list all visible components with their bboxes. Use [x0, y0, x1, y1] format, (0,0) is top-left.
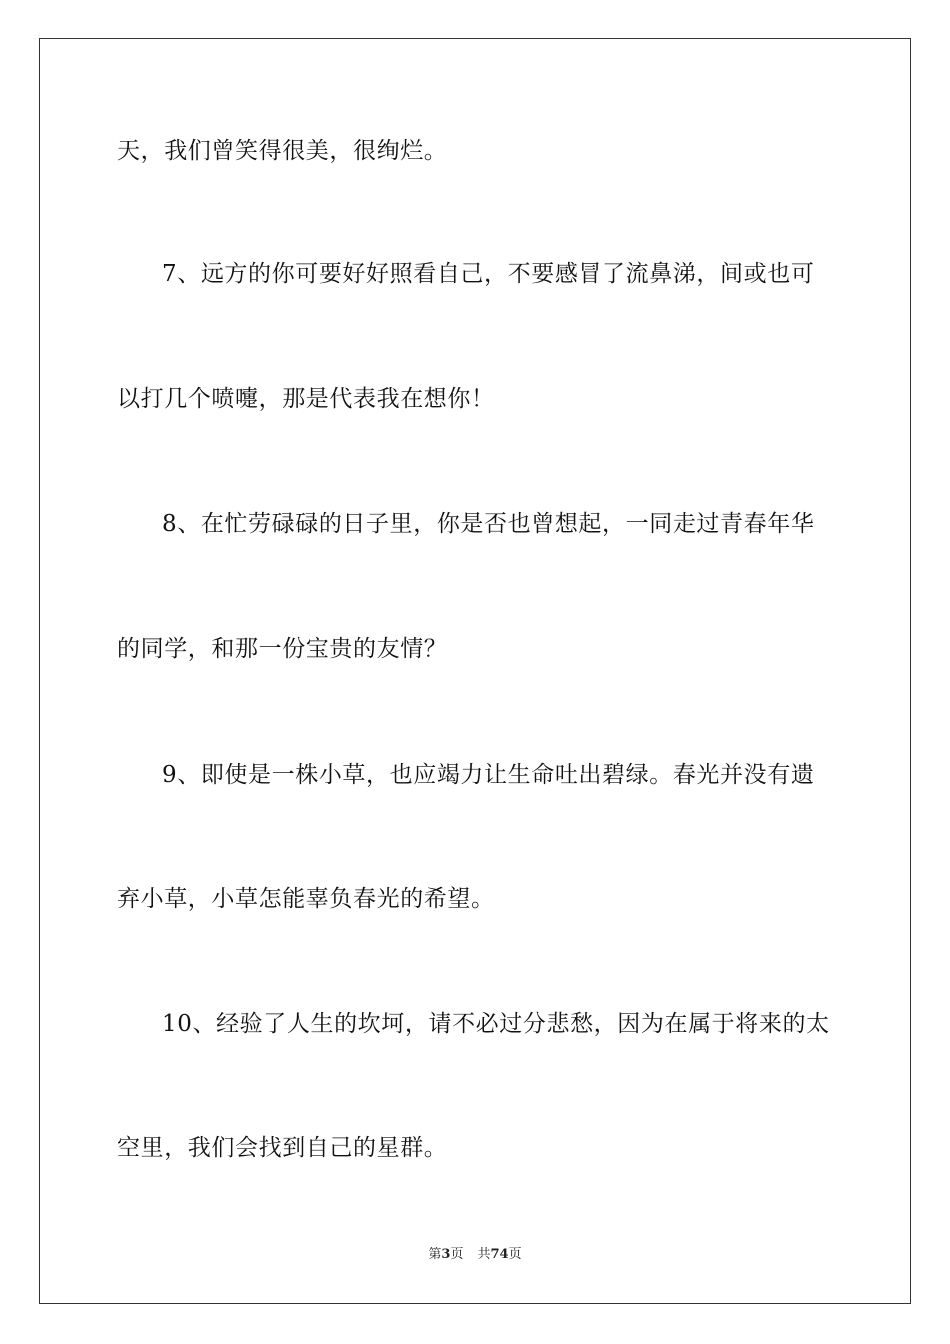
total-suffix: 页: [508, 1247, 522, 1262]
page-border: [39, 38, 911, 1304]
paragraph-9-line-1: 9、即使是一株小草，也应竭力让生命吐出碧绿。春光并没有遗: [162, 762, 815, 788]
page-suffix: 页: [450, 1247, 464, 1262]
total-prefix: 共: [477, 1247, 491, 1262]
paragraph-8-line-1: 8、在忙劳碌碌的日子里，你是否也曾想起，一同走过青春年华: [162, 511, 815, 537]
paragraph-9-line-2: 弃小草，小草怎能辜负春光的希望。: [117, 886, 495, 912]
paragraph-10-line-1: 10、经验了人生的坎坷，请不必过分悲愁，因为在属于将来的太: [162, 1011, 830, 1037]
paragraph-7-line-2: 以打几个喷嚏，那是代表我在想你！: [117, 386, 495, 412]
paragraph-10-line-2: 空里，我们会找到自己的星群。: [117, 1135, 448, 1161]
text-line-1: 天，我们曾笑得很美，很绚烂。: [117, 138, 448, 164]
total-pages: 74: [490, 1247, 509, 1262]
paragraph-7-line-1: 7、远方的你可要好好照看自己，不要感冒了流鼻涕，间或也可: [162, 261, 815, 287]
page-prefix: 第: [428, 1247, 442, 1262]
paragraph-8-line-2: 的同学，和那一份宝贵的友情？: [117, 636, 448, 662]
page-number: 3: [441, 1247, 451, 1262]
page-footer: [0, 1246, 950, 1264]
